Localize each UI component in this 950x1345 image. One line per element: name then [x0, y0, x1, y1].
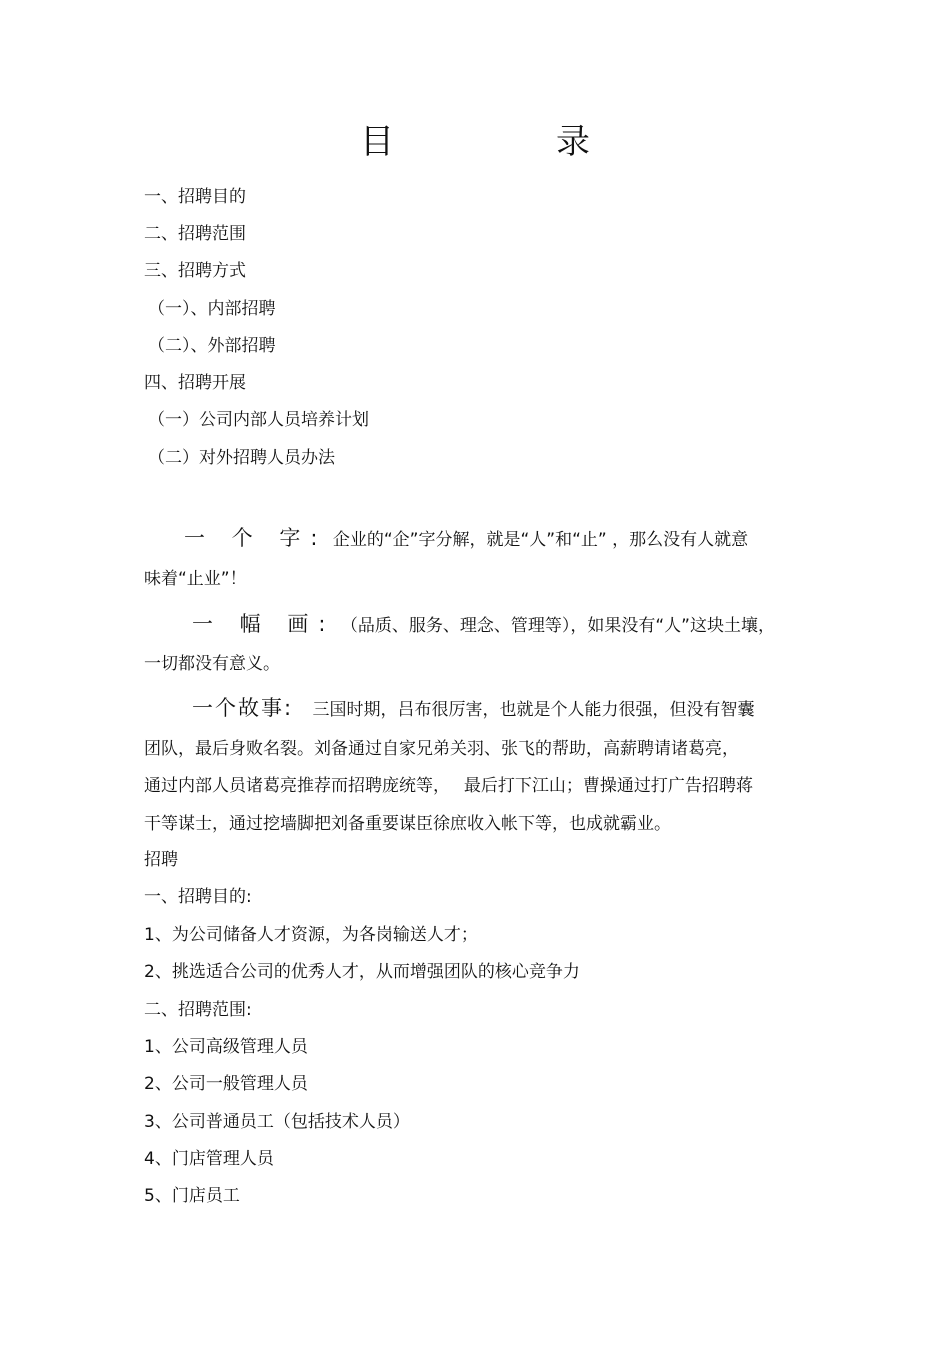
- intro-line: 味着“止业”！: [144, 569, 247, 589]
- list-item: 1、公司高级管理人员: [144, 1037, 308, 1057]
- list-item: 2、挑选适合公司的优秀人才，从而增强团队的核心竞争力: [144, 962, 580, 982]
- intro-line: 团队，最后身败名裂。刘备通过自家兄弟关羽、张飞的帮助，高薪聘请诸葛亮，: [144, 739, 739, 759]
- toc-item: （二）、外部招聘: [148, 336, 276, 356]
- intro-line: 干等谋士，通过挖墙脚把刘备重要谋臣徐庶收入帐下等，也成就霸业。: [144, 814, 671, 834]
- intro-lead-3: 一个故事:: [192, 696, 294, 720]
- section-heading: 二、招聘范围:: [144, 1000, 252, 1020]
- intro-line: 一切都没有意义。: [144, 654, 280, 674]
- list-item: 4、门店管理人员: [144, 1149, 274, 1169]
- intro-paragraph-3: [192, 692, 804, 722]
- page-title: 目 录: [360, 122, 654, 162]
- list-item: 2、公司一般管理人员: [144, 1074, 308, 1094]
- intro-paragraph-1: [184, 522, 804, 552]
- toc-item: 二、招聘范围: [144, 224, 246, 244]
- toc-item: 四、招聘开展: [144, 373, 246, 393]
- list-item: 1、为公司储备人才资源，为各岗输送人才；: [144, 925, 478, 945]
- intro-text-1: 企业的“企”字分解，就是“人”和“止” ，那么没有人就意: [332, 530, 749, 550]
- list-item: 3、公司普通员工（包括技术人员）: [144, 1112, 410, 1132]
- toc-item: 一、招聘目的: [144, 187, 246, 207]
- section-heading: 一、招聘目的:: [144, 887, 252, 907]
- intro-paragraph-2: [192, 608, 804, 638]
- intro-lead-2: 一 幅 画:: [192, 612, 336, 636]
- toc-item: （一）、内部招聘: [148, 299, 276, 319]
- intro-text-2: （品质、服务、理念、管理等），如果没有“人”这块土壤，: [340, 616, 775, 636]
- intro-lead-1: 一 个 字:: [184, 526, 328, 550]
- intro-text-3: 三国时期，吕布很厉害，也就是个人能力很强，但没有智囊: [312, 700, 755, 720]
- intro-line: 通过内部人员诸葛亮推荐而招聘庞统等， 最后打下江山；曹操通过打广告招聘蒋: [144, 776, 753, 796]
- list-item: 5、门店员工: [144, 1186, 240, 1206]
- toc-item: 三、招聘方式: [144, 261, 246, 281]
- toc-item: （二）对外招聘人员办法: [148, 448, 335, 468]
- section-heading: 招聘: [144, 850, 178, 870]
- toc-item: （一）公司内部人员培养计划: [148, 410, 369, 430]
